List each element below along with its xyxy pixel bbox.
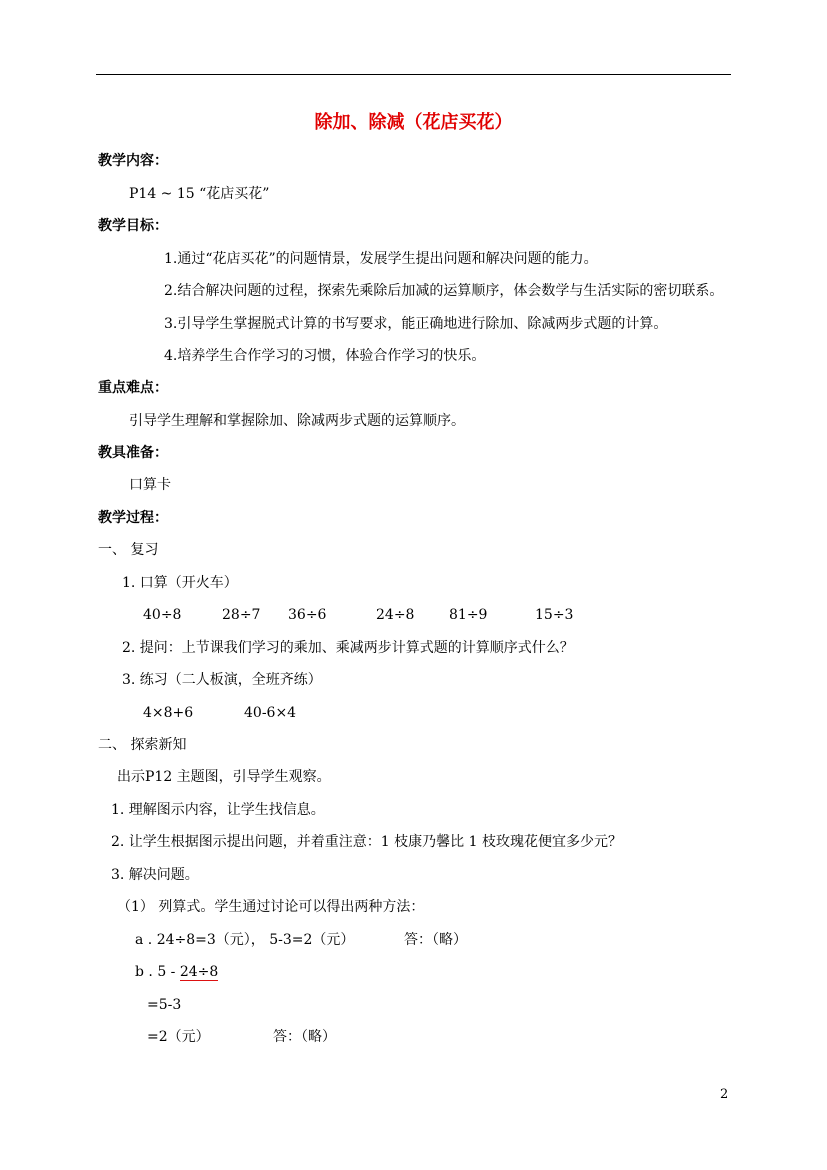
practice-problem: 4×8+6 <box>143 705 194 721</box>
oral-problem: 40÷8 <box>143 607 182 623</box>
goal-item: 1.通过“花店买花”的问题情景，发展学生提出问题和解决问题的能力。 <box>164 251 598 267</box>
key-heading: 重点难点： <box>98 380 168 396</box>
explore-intro: 出示P12 主题图，引导学生观察。 <box>117 769 331 785</box>
explore-item: 2. 让学生根据图示提出问题，并着重注意：1 枝康乃馨比 1 枝玫瑰花便宜多少元？ <box>111 834 622 850</box>
method-b <box>135 963 218 981</box>
method-a: a . 24÷8=3（元）， 5-3=2（元） <box>135 932 355 948</box>
review-item: 2. 提问：上节课我们学习的乘加、乘减两步计算式题的计算顺序式什么？ <box>122 640 574 656</box>
method-b-step: =5-3 <box>147 997 182 1013</box>
explore-item: 1. 理解图示内容，让学生找信息。 <box>111 802 325 818</box>
oral-problem: 24÷8 <box>376 607 415 623</box>
oral-problem: 36÷6 <box>288 607 327 623</box>
oral-problem: 81÷9 <box>449 607 488 623</box>
page-number: 2 <box>720 1087 729 1102</box>
tools-heading: 教具准备： <box>98 445 168 461</box>
goal-item: 4.培养学生合作学习的习惯，体验合作学习的快乐。 <box>164 348 486 364</box>
method-b-prefix: b . 5 - <box>135 964 180 980</box>
key-text: 引导学生理解和掌握除加、除减两步式题的运算顺序。 <box>129 413 465 429</box>
header-rule <box>96 74 731 75</box>
goals-heading: 教学目标： <box>98 218 168 234</box>
solve-step: （1） 列算式。学生通过讨论可以得出两种方法： <box>117 899 425 915</box>
oral-problem: 15÷3 <box>535 607 574 623</box>
explore-item: 3. 解决问题。 <box>111 867 199 883</box>
content-heading: 教学内容： <box>98 153 168 169</box>
review-heading: 一、 复习 <box>98 542 159 558</box>
oral-problem: 28÷7 <box>222 607 261 623</box>
method-b-step: =2（元） <box>147 1029 210 1045</box>
explore-heading: 二、 探索新知 <box>98 737 187 753</box>
review-item: 3. 练习（二人板演，全班齐练） <box>122 672 322 688</box>
method-b-answer: 答：（略） <box>273 1029 336 1045</box>
review-item: 1. 口算（开火车） <box>122 575 238 591</box>
content-text: P14 ~ 15 “花店买花” <box>129 186 270 202</box>
page-title: 除加、除减（花店买花） <box>314 112 513 133</box>
goal-item: 2.结合解决问题的过程，探索先乘除后加减的运算顺序，体会数学与生活实际的密切联系。 <box>164 283 724 299</box>
method-b-underlined: 24÷8 <box>179 964 219 980</box>
method-a-answer: 答：（略） <box>404 932 467 948</box>
practice-problem: 40-6×4 <box>244 705 297 721</box>
process-heading: 教学过程： <box>98 510 168 526</box>
tools-text: 口算卡 <box>129 477 171 493</box>
goal-item: 3.引导学生掌握脱式计算的书写要求，能正确地进行除加、除减两步式题的计算。 <box>164 316 668 332</box>
